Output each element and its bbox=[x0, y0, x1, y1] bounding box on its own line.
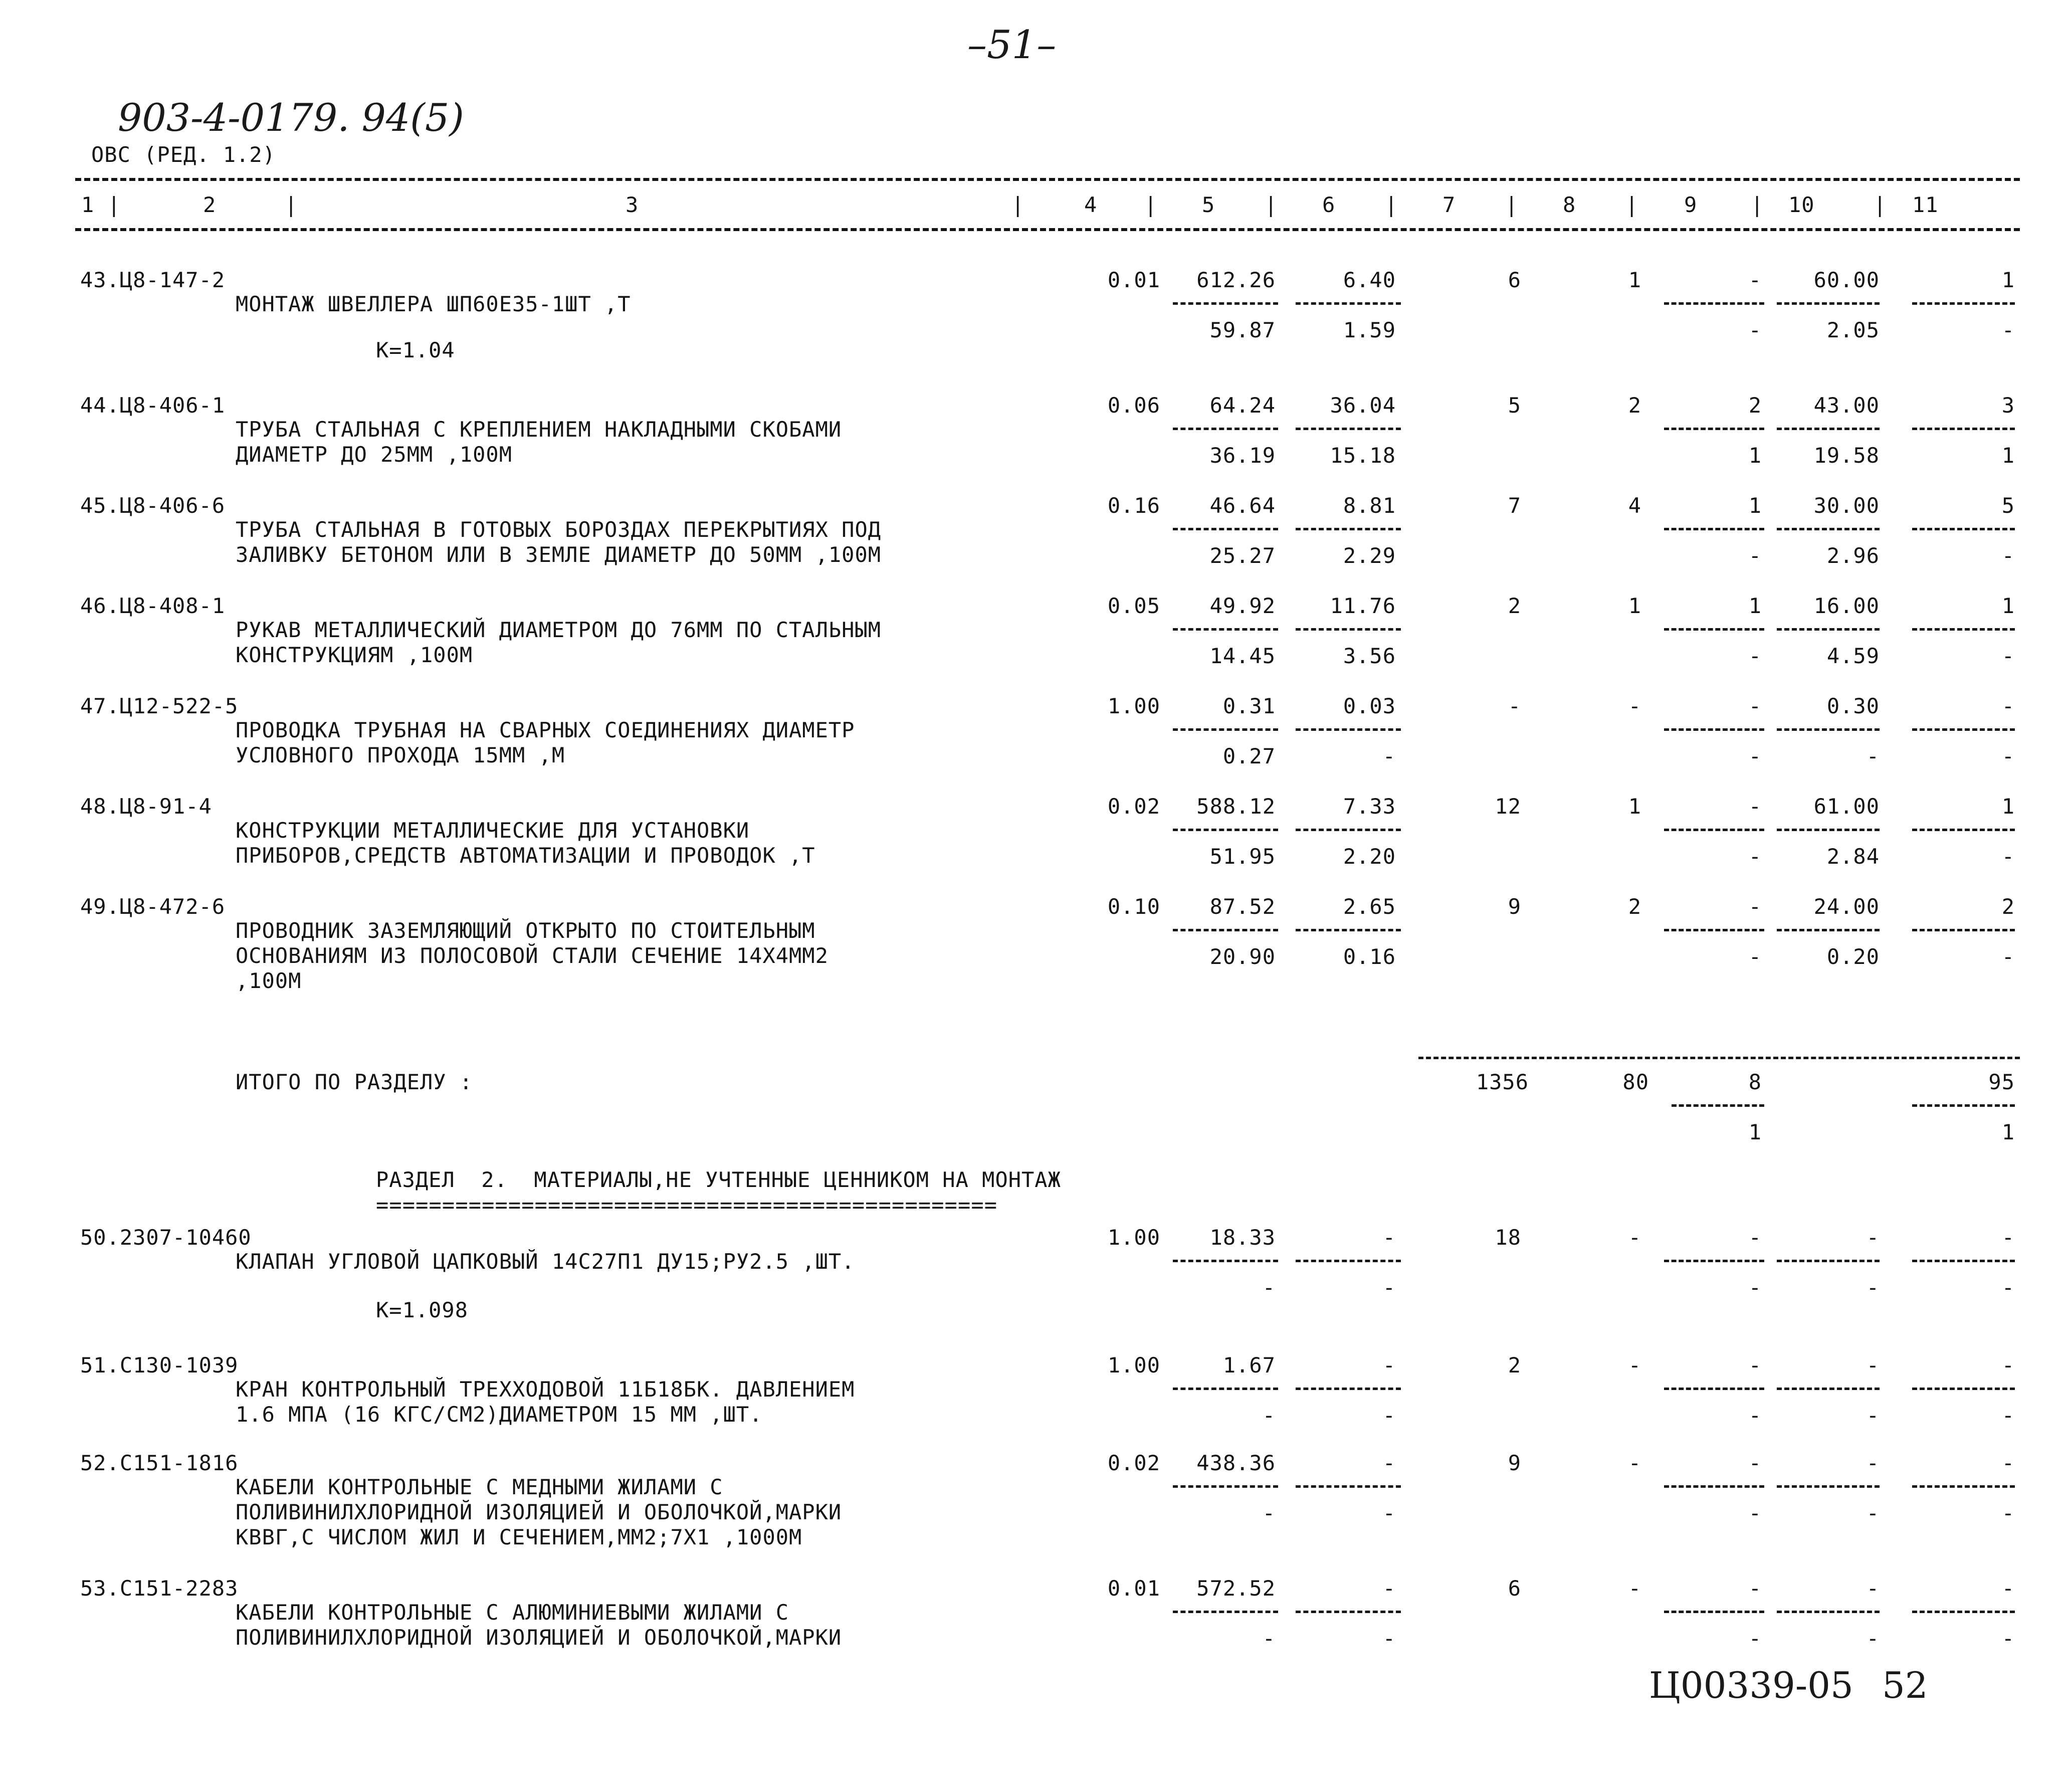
section-title-underline: =============================================== bbox=[376, 1193, 998, 1217]
qty: 1.00 bbox=[1107, 694, 1160, 718]
section-title: РАЗДЕЛ 2. МАТЕРИАЛЫ,НЕ УЧТЕННЫЕ ЦЕННИКОМ НА МОНТАЖ bbox=[376, 1167, 1061, 1192]
col10-lower: - bbox=[1866, 1501, 1880, 1525]
col7: 2 bbox=[1508, 1353, 1521, 1377]
fraction-rule bbox=[1912, 929, 2015, 931]
col6-lower: 2.20 bbox=[1343, 844, 1396, 869]
col5-upper: 588.12 bbox=[1196, 794, 1276, 819]
col10-lower: 4.59 bbox=[1826, 644, 1880, 668]
col7: 5 bbox=[1508, 393, 1521, 418]
col7: 12 bbox=[1495, 794, 1521, 819]
col6-upper: - bbox=[1382, 1353, 1396, 1377]
fraction-rule bbox=[1664, 302, 1764, 305]
document-subtitle: ОВС (РЕД. 1.2) bbox=[91, 142, 276, 167]
fraction-rule bbox=[1296, 1388, 1401, 1390]
fraction-rule bbox=[1296, 528, 1401, 530]
fraction-rule bbox=[1173, 1611, 1278, 1613]
item-description: 1.6 МПА (16 КГС/СМ2)ДИАМЕТРОМ 15 ММ ,ШТ. bbox=[236, 1402, 763, 1427]
fraction-rule bbox=[1296, 829, 1401, 831]
col8: - bbox=[1628, 1353, 1641, 1377]
fraction-rule bbox=[1664, 1388, 1764, 1390]
col11-upper: - bbox=[2001, 1576, 2015, 1601]
col11-upper: 1 bbox=[2001, 594, 2015, 618]
col10-lower: 2.84 bbox=[1826, 844, 1880, 869]
col11-upper: 5 bbox=[2001, 493, 2015, 518]
fraction-rule bbox=[1912, 829, 2015, 831]
fraction-rule bbox=[1664, 428, 1764, 430]
header-rule-top bbox=[75, 178, 2020, 181]
totals-label: ИТОГО ПО РАЗДЕЛУ : bbox=[236, 1070, 473, 1094]
col11-upper: - bbox=[2001, 694, 2015, 718]
col9-lower: - bbox=[1748, 844, 1762, 869]
col6-lower: 15.18 bbox=[1330, 443, 1396, 468]
col5-upper: 49.92 bbox=[1209, 594, 1276, 618]
col5-lower: 59.87 bbox=[1209, 318, 1276, 342]
col9-upper: - bbox=[1748, 1576, 1762, 1601]
fraction-rule bbox=[1777, 929, 1880, 931]
col7: 9 bbox=[1508, 1451, 1521, 1475]
col6-upper: - bbox=[1382, 1451, 1396, 1475]
col-header-4: 4 bbox=[1084, 192, 1098, 217]
item-description: ОСНОВАНИЯМ ИЗ ПОЛОСОВОЙ СТАЛИ СЕЧЕНИЕ 14Х4ММ2 bbox=[236, 943, 828, 968]
col9-upper: - bbox=[1748, 1225, 1762, 1250]
col6-upper: 36.04 bbox=[1330, 393, 1396, 418]
totals-col7: 1356 bbox=[1476, 1070, 1529, 1094]
col5-lower: - bbox=[1262, 1501, 1276, 1525]
fraction-rule bbox=[1664, 929, 1764, 931]
qty: 0.01 bbox=[1107, 268, 1160, 292]
col9-upper: - bbox=[1748, 794, 1762, 819]
item-code: 53.С151-2283 bbox=[80, 1576, 239, 1601]
fraction-rule bbox=[1173, 1260, 1278, 1262]
col10-lower: - bbox=[1866, 744, 1880, 768]
fraction-rule bbox=[1296, 628, 1401, 631]
col6-lower: - bbox=[1382, 1275, 1396, 1300]
col-header-sep: | bbox=[1265, 192, 1278, 217]
qty: 1.00 bbox=[1107, 1353, 1160, 1377]
item-code: 49.Ц8-472-6 bbox=[80, 894, 226, 919]
qty: 0.06 bbox=[1107, 393, 1160, 418]
item-description: ПОЛИВИНИЛХЛОРИДНОЙ ИЗОЛЯЦИЕЙ И ОБОЛОЧКОЙ,МАРКИ bbox=[236, 1500, 842, 1524]
col6-upper: 7.33 bbox=[1343, 794, 1396, 819]
fraction-rule bbox=[1912, 1388, 2015, 1390]
col6-upper: 0.03 bbox=[1343, 694, 1396, 718]
fraction-rule bbox=[1777, 628, 1880, 631]
item-code: 46.Ц8-408-1 bbox=[80, 594, 226, 618]
col6-lower: - bbox=[1382, 744, 1396, 768]
fraction-rule bbox=[1777, 1388, 1880, 1390]
item-description: УСЛОВНОГО ПРОХОДА 15ММ ,М bbox=[236, 743, 565, 767]
fraction-rule bbox=[1777, 528, 1880, 530]
col5-lower: - bbox=[1262, 1403, 1276, 1428]
col11-lower: 1 bbox=[2001, 443, 2015, 468]
col11-lower: - bbox=[2001, 1403, 2015, 1428]
col9-lower: - bbox=[1748, 644, 1762, 668]
col7: 7 bbox=[1508, 493, 1521, 518]
fraction-rule bbox=[1912, 1260, 2015, 1262]
col9-upper: - bbox=[1748, 694, 1762, 718]
col8: - bbox=[1628, 1225, 1641, 1250]
item-description: КЛАПАН УГЛОВОЙ ЦАПКОВЫЙ 14С27П1 ДУ15;РУ2.5 ,ШТ. bbox=[236, 1249, 855, 1274]
col8: 1 bbox=[1628, 594, 1641, 618]
item-description: ДИАМЕТР ДО 25ММ ,100М bbox=[236, 442, 513, 467]
totals-col9-lower: 1 bbox=[1748, 1120, 1762, 1144]
qty: 0.10 bbox=[1107, 894, 1160, 919]
archive-stamp: Ц00339-05 bbox=[1649, 1664, 1853, 1706]
col9-lower: - bbox=[1748, 1501, 1762, 1525]
totals-col11: 95 bbox=[1988, 1070, 2015, 1094]
col-header-6: 6 bbox=[1322, 192, 1336, 217]
fraction-rule bbox=[1664, 628, 1764, 631]
col11-lower: - bbox=[2001, 1501, 2015, 1525]
col9-lower: - bbox=[1748, 744, 1762, 768]
item-description: ПРИБОРОВ,СРЕДСТВ АВТОМАТИЗАЦИИ И ПРОВОДОК ,Т bbox=[236, 843, 815, 868]
col-header-9: 9 bbox=[1684, 192, 1698, 217]
col-header-10: 10 bbox=[1788, 192, 1815, 217]
col11-upper: 1 bbox=[2001, 794, 2015, 819]
item-code: 50.2307-10460 bbox=[80, 1225, 252, 1250]
col5-upper: 18.33 bbox=[1209, 1225, 1276, 1250]
col-header-sep: | bbox=[1011, 192, 1025, 217]
col-header-sep: | bbox=[1144, 192, 1158, 217]
fraction-rule bbox=[1296, 1611, 1401, 1613]
item-description: ПОЛИВИНИЛХЛОРИДНОЙ ИЗОЛЯЦИЕЙ И ОБОЛОЧКОЙ,МАРКИ bbox=[236, 1625, 842, 1650]
fraction-rule bbox=[1296, 302, 1401, 305]
col8: 2 bbox=[1628, 894, 1641, 919]
item-description: ТРУБА СТАЛЬНАЯ С КРЕПЛЕНИЕМ НАКЛАДНЫМИ СКОБАМИ bbox=[236, 417, 842, 442]
col11-lower: - bbox=[2001, 844, 2015, 869]
totals-col11-lower: 1 bbox=[2001, 1120, 2015, 1144]
item-description: ,100М bbox=[236, 968, 302, 993]
item-description: КОНСТРУКЦИЯМ ,100М bbox=[236, 643, 473, 667]
fraction-rule bbox=[1173, 1485, 1278, 1488]
col8: - bbox=[1628, 1451, 1641, 1475]
fraction-rule bbox=[1777, 1485, 1880, 1488]
col6-upper: 11.76 bbox=[1330, 594, 1396, 618]
col-header-3: 3 bbox=[626, 192, 639, 217]
col9-lower: - bbox=[1748, 1626, 1762, 1651]
col10-upper: - bbox=[1866, 1225, 1880, 1250]
col6-lower: - bbox=[1382, 1403, 1396, 1428]
header-rule-bottom bbox=[75, 228, 2020, 231]
col11-lower: - bbox=[2001, 318, 2015, 342]
qty: 0.02 bbox=[1107, 794, 1160, 819]
col10-upper: 30.00 bbox=[1813, 493, 1880, 518]
col9-lower: 1 bbox=[1748, 443, 1762, 468]
col-header-sep: | bbox=[285, 192, 298, 217]
item-description: ПРОВОДКА ТРУБНАЯ НА СВАРНЫХ СОЕДИНЕНИЯХ ДИАМЕТР bbox=[236, 718, 855, 742]
qty: 0.16 bbox=[1107, 493, 1160, 518]
fraction-rule bbox=[1912, 302, 2015, 305]
col5-upper: 1.67 bbox=[1222, 1353, 1276, 1377]
item-code: 48.Ц8-91-4 bbox=[80, 794, 212, 819]
fraction-rule bbox=[1777, 728, 1880, 731]
col6-upper: - bbox=[1382, 1576, 1396, 1601]
col-header-2: 2 bbox=[203, 192, 217, 217]
col9-upper: - bbox=[1748, 268, 1762, 292]
col9-upper: - bbox=[1748, 1353, 1762, 1377]
col7: 6 bbox=[1508, 268, 1521, 292]
col6-upper: 8.81 bbox=[1343, 493, 1396, 518]
col10-upper: 61.00 bbox=[1813, 794, 1880, 819]
col5-lower: 20.90 bbox=[1209, 944, 1276, 969]
col9-lower: - bbox=[1748, 318, 1762, 342]
col10-lower: 2.05 bbox=[1826, 318, 1880, 342]
col11-upper: - bbox=[2001, 1353, 2015, 1377]
item-description: ПРОВОДНИК ЗАЗЕМЛЯЮЩИЙ ОТКРЫТО ПО СТОИТЕЛЬНЫМ bbox=[236, 918, 815, 943]
col-header-11: 11 bbox=[1912, 192, 1939, 217]
fraction-rule bbox=[1173, 628, 1278, 631]
item-code: 51.С130-1039 bbox=[80, 1353, 239, 1377]
item-description: КРАН КОНТРОЛЬНЫЙ ТРЕХХОДОВОЙ 11Б18БК. ДАВЛЕНИЕМ bbox=[236, 1377, 855, 1402]
coefficient: К=1.098 bbox=[376, 1298, 469, 1322]
coefficient: К=1.04 bbox=[376, 338, 455, 362]
fraction-rule bbox=[1296, 1485, 1401, 1488]
fraction-rule bbox=[1912, 1611, 2015, 1613]
col10-upper: 0.30 bbox=[1826, 694, 1880, 718]
col10-upper: 43.00 bbox=[1813, 393, 1880, 418]
fraction-rule bbox=[1296, 1260, 1401, 1262]
col5-lower: - bbox=[1262, 1626, 1276, 1651]
item-description: КАБЕЛИ КОНТРОЛЬНЫЕ С АЛЮМИНИЕВЫМИ ЖИЛАМИ С bbox=[236, 1600, 789, 1625]
item-description: РУКАВ МЕТАЛЛИЧЕСКИЙ ДИАМЕТРОМ ДО 76ММ ПО СТАЛЬНЫМ bbox=[236, 618, 882, 642]
col-header-sep: | bbox=[1751, 192, 1764, 217]
document-code: 903-4-0179. 94(5) bbox=[118, 95, 464, 140]
fraction-rule bbox=[1173, 829, 1278, 831]
col5-upper: 0.31 bbox=[1222, 694, 1276, 718]
col5-upper: 612.26 bbox=[1196, 268, 1276, 292]
totals-col9-rule bbox=[1672, 1104, 1764, 1107]
col-header-sep: | bbox=[1874, 192, 1887, 217]
col6-lower: 2.29 bbox=[1343, 543, 1396, 568]
col7: 6 bbox=[1508, 1576, 1521, 1601]
col11-upper: 2 bbox=[2001, 894, 2015, 919]
col6-upper: - bbox=[1382, 1225, 1396, 1250]
sheet-number: 52 bbox=[1882, 1664, 1928, 1706]
col7: 2 bbox=[1508, 594, 1521, 618]
col5-upper: 438.36 bbox=[1196, 1451, 1276, 1475]
item-description: ТРУБА СТАЛЬНАЯ В ГОТОВЫХ БОРОЗДАХ ПЕРЕКРЫТИЯХ ПОД bbox=[236, 517, 882, 542]
col-header-7: 7 bbox=[1442, 192, 1456, 217]
col7: 9 bbox=[1508, 894, 1521, 919]
col5-lower: 36.19 bbox=[1209, 443, 1276, 468]
totals-col11-rule bbox=[1912, 1104, 2015, 1107]
col11-upper: 1 bbox=[2001, 268, 2015, 292]
col5-upper: 87.52 bbox=[1209, 894, 1276, 919]
col-header-1: 1 | bbox=[81, 192, 121, 217]
fraction-rule bbox=[1912, 528, 2015, 530]
col10-upper: - bbox=[1866, 1576, 1880, 1601]
col6-lower: - bbox=[1382, 1626, 1396, 1651]
fraction-rule bbox=[1173, 428, 1278, 430]
col6-lower: - bbox=[1382, 1501, 1396, 1525]
totals-rule bbox=[1418, 1057, 2020, 1059]
col11-lower: - bbox=[2001, 1275, 2015, 1300]
col10-upper: - bbox=[1866, 1353, 1880, 1377]
fraction-rule bbox=[1296, 728, 1401, 731]
fraction-rule bbox=[1173, 929, 1278, 931]
item-description: МОНТАЖ ШВЕЛЛЕРА ШП60Е35-1ШТ ,Т bbox=[236, 292, 631, 316]
totals-col9: 8 bbox=[1748, 1070, 1762, 1094]
item-code: 43.Ц8-147-2 bbox=[80, 268, 226, 292]
col8: 1 bbox=[1628, 794, 1641, 819]
col8: - bbox=[1628, 1576, 1641, 1601]
qty: 0.01 bbox=[1107, 1576, 1160, 1601]
fraction-rule bbox=[1664, 1260, 1764, 1262]
col-header-5: 5 bbox=[1202, 192, 1215, 217]
col9-upper: 1 bbox=[1748, 493, 1762, 518]
col5-lower: 25.27 bbox=[1209, 543, 1276, 568]
col5-lower: - bbox=[1262, 1275, 1276, 1300]
page-number: –51– bbox=[967, 23, 1057, 68]
col9-upper: 1 bbox=[1748, 594, 1762, 618]
fraction-rule bbox=[1664, 1611, 1764, 1613]
col5-upper: 46.64 bbox=[1209, 493, 1276, 518]
totals-col8: 80 bbox=[1622, 1070, 1649, 1094]
col9-upper: 2 bbox=[1748, 393, 1762, 418]
qty: 1.00 bbox=[1107, 1225, 1160, 1250]
fraction-rule bbox=[1173, 728, 1278, 731]
fraction-rule bbox=[1912, 728, 2015, 731]
item-description: КВВГ,С ЧИСЛОМ ЖИЛ И СЕЧЕНИЕМ,ММ2;7Х1 ,1000М bbox=[236, 1525, 802, 1549]
fraction-rule bbox=[1664, 1485, 1764, 1488]
item-code: 44.Ц8-406-1 bbox=[80, 393, 226, 418]
item-description: КАБЕЛИ КОНТРОЛЬНЫЕ С МЕДНЫМИ ЖИЛАМИ С bbox=[236, 1475, 723, 1499]
fraction-rule bbox=[1664, 829, 1764, 831]
item-code: 52.С151-1816 bbox=[80, 1451, 239, 1475]
fraction-rule bbox=[1777, 428, 1880, 430]
col11-upper: - bbox=[2001, 1451, 2015, 1475]
col-header-8: 8 bbox=[1563, 192, 1576, 217]
col6-upper: 6.40 bbox=[1343, 268, 1396, 292]
fraction-rule bbox=[1173, 1388, 1278, 1390]
col11-lower: - bbox=[2001, 543, 2015, 568]
fraction-rule bbox=[1664, 728, 1764, 731]
col5-lower: 14.45 bbox=[1209, 644, 1276, 668]
fraction-rule bbox=[1664, 528, 1764, 530]
qty: 0.02 bbox=[1107, 1451, 1160, 1475]
fraction-rule bbox=[1296, 929, 1401, 931]
col7: 18 bbox=[1495, 1225, 1521, 1250]
fraction-rule bbox=[1912, 628, 2015, 631]
col9-lower: - bbox=[1748, 944, 1762, 969]
col8: - bbox=[1628, 694, 1641, 718]
col8: 2 bbox=[1628, 393, 1641, 418]
col9-lower: - bbox=[1748, 543, 1762, 568]
item-code: 45.Ц8-406-6 bbox=[80, 493, 226, 518]
col8: 1 bbox=[1628, 268, 1641, 292]
col10-lower: - bbox=[1866, 1275, 1880, 1300]
fraction-rule bbox=[1912, 428, 2015, 430]
col10-lower: 2.96 bbox=[1826, 543, 1880, 568]
col10-lower: 0.20 bbox=[1826, 944, 1880, 969]
col10-upper: 16.00 bbox=[1813, 594, 1880, 618]
col-header-sep: | bbox=[1625, 192, 1639, 217]
fraction-rule bbox=[1296, 428, 1401, 430]
col8: 4 bbox=[1628, 493, 1641, 518]
col-header-sep: | bbox=[1385, 192, 1398, 217]
col7: - bbox=[1508, 694, 1521, 718]
col10-lower: - bbox=[1866, 1626, 1880, 1651]
fraction-rule bbox=[1173, 302, 1278, 305]
item-description: ЗАЛИВКУ БЕТОНОМ ИЛИ В ЗЕМЛЕ ДИАМЕТР ДО 50ММ ,100М bbox=[236, 542, 882, 567]
col9-upper: - bbox=[1748, 894, 1762, 919]
col9-lower: - bbox=[1748, 1275, 1762, 1300]
item-code: 47.Ц12-522-5 bbox=[80, 694, 239, 718]
col11-lower: - bbox=[2001, 1626, 2015, 1651]
col10-lower: 19.58 bbox=[1813, 443, 1880, 468]
col6-lower: 3.56 bbox=[1343, 644, 1396, 668]
col5-lower: 0.27 bbox=[1222, 744, 1276, 768]
fraction-rule bbox=[1912, 1485, 2015, 1488]
qty: 0.05 bbox=[1107, 594, 1160, 618]
fraction-rule bbox=[1173, 528, 1278, 530]
col9-upper: - bbox=[1748, 1451, 1762, 1475]
item-description: КОНСТРУКЦИИ МЕТАЛЛИЧЕСКИЕ ДЛЯ УСТАНОВКИ bbox=[236, 818, 750, 843]
col6-upper: 2.65 bbox=[1343, 894, 1396, 919]
col11-lower: - bbox=[2001, 744, 2015, 768]
col9-lower: - bbox=[1748, 1403, 1762, 1428]
fraction-rule bbox=[1777, 1611, 1880, 1613]
col11-lower: - bbox=[2001, 944, 2015, 969]
col10-upper: - bbox=[1866, 1451, 1880, 1475]
col11-lower: - bbox=[2001, 644, 2015, 668]
col6-lower: 0.16 bbox=[1343, 944, 1396, 969]
col6-lower: 1.59 bbox=[1343, 318, 1396, 342]
fraction-rule bbox=[1777, 829, 1880, 831]
col-header-sep: | bbox=[1505, 192, 1519, 217]
col10-lower: - bbox=[1866, 1403, 1880, 1428]
fraction-rule bbox=[1777, 1260, 1880, 1262]
col5-lower: 51.95 bbox=[1209, 844, 1276, 869]
fraction-rule bbox=[1777, 302, 1880, 305]
col5-upper: 572.52 bbox=[1196, 1576, 1276, 1601]
col11-upper: - bbox=[2001, 1225, 2015, 1250]
col10-upper: 60.00 bbox=[1813, 268, 1880, 292]
col10-upper: 24.00 bbox=[1813, 894, 1880, 919]
col11-upper: 3 bbox=[2001, 393, 2015, 418]
col5-upper: 64.24 bbox=[1209, 393, 1276, 418]
